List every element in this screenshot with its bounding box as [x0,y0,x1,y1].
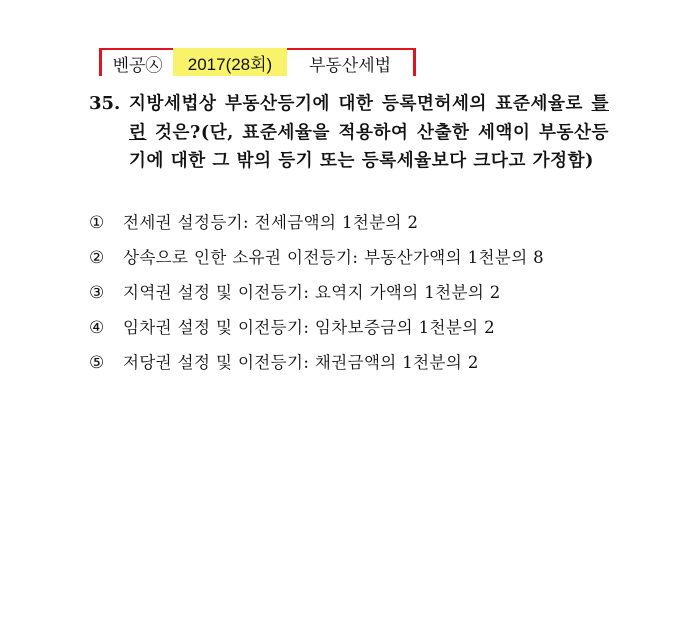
answer-option-5[interactable] [89,345,669,380]
answer-option-4[interactable] [89,310,669,345]
question-number: 35. [89,93,121,114]
option-text-2: 상속으로 인한 소유권 이전등기: 부동산가액의 1천분의 8 [123,248,545,267]
subject-tag [287,48,416,76]
question-block [89,90,609,176]
question-stem-part-1: 지방세법상 부동산등기에 대한 등록면허세의 표준세율로 [129,94,592,114]
year-tag-label: 2017(28회) [187,54,273,74]
question-stem [129,90,609,176]
question-emphasis-word: 틀린 [129,94,609,143]
option-marker-3: ③ [89,283,105,303]
exam-tag-bar [99,48,416,76]
source-tag-label: 벤공㉦ [112,55,163,75]
answer-option-2[interactable] [89,240,669,275]
year-tag [173,48,287,76]
source-tag [99,48,173,76]
option-text-3: 지역권 설정 및 이전등기: 요역지 가액의 1천분의 2 [123,283,501,302]
option-marker-2: ② [89,248,105,268]
answer-option-3[interactable] [89,275,669,310]
answer-options [89,205,669,380]
question-stem-part-2: 것은?(단, 표준세율을 적용하여 산출한 세액이 부동산등기에 대한 그 밖의 등기 또는 등록세율보다 크다고 가정함) [129,122,609,171]
subject-tag-label: 부동산세법 [308,55,392,75]
option-marker-1: ① [89,213,105,233]
option-text-1: 전세권 설정등기: 전세금액의 1천분의 2 [123,213,419,232]
option-text-5: 저당권 설정 및 이전등기: 채권금액의 1천분의 2 [123,353,479,372]
answer-option-1[interactable] [89,205,669,240]
option-marker-4: ④ [89,318,105,338]
option-text-4: 임차권 설정 및 이전등기: 임차보증금의 1천분의 2 [123,318,496,337]
option-marker-5: ⑤ [89,353,105,373]
